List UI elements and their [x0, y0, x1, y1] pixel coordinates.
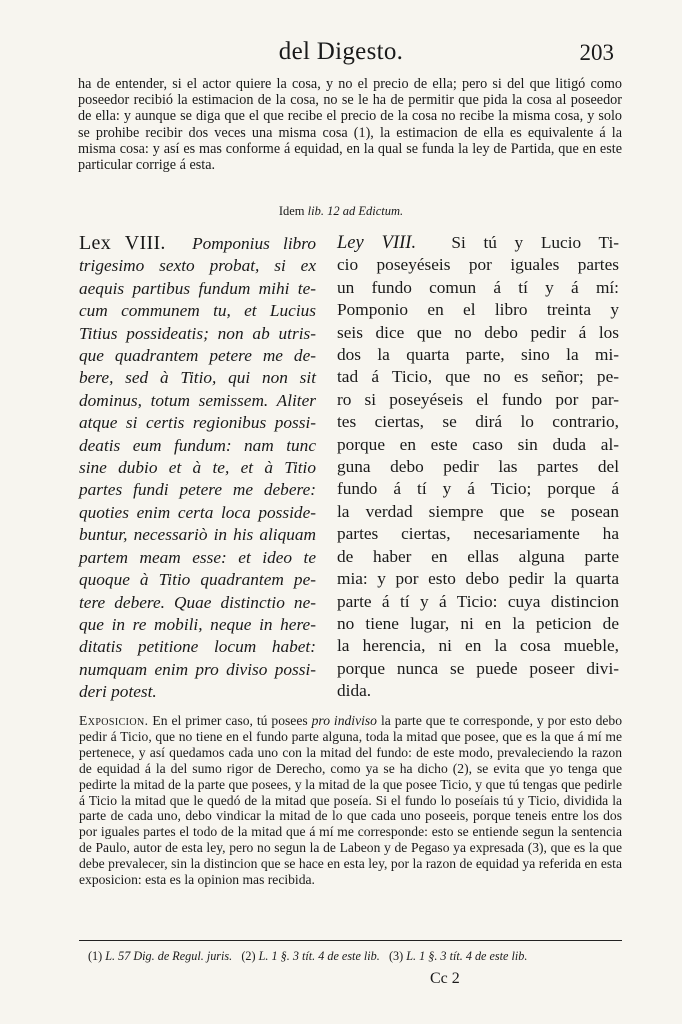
spanish-line: no tiene lugar, ni en la peticion de	[337, 613, 619, 633]
footnotes	[88, 949, 622, 964]
footnote-divider	[79, 940, 622, 941]
spanish-line: de haber en ellas alguna parte	[337, 546, 619, 566]
footnote: (3) L. 1 §. 3 tít. 4 de este lib.	[388, 949, 528, 963]
latin-line: buntur, necessariò in his aliquam	[79, 525, 316, 545]
source-citation-prefix: Idem	[278, 204, 305, 218]
page-number: 203	[579, 40, 614, 65]
latin-line: deatis eum fundum: nam tunc	[79, 435, 316, 455]
spanish-line: tes ciertas, se dirá lo contrario,	[337, 412, 619, 432]
spanish-heading: Ley VIII.	[337, 233, 417, 253]
spanish-line: ro si poseyéseis el fundo por par-	[337, 389, 619, 409]
spanish-line: un fundo comun á tí y á mí:	[337, 277, 619, 297]
spanish-line: Pomponio en el libro treinta y	[337, 300, 619, 320]
spanish-line: seis dice que no debo pedir á los	[337, 322, 619, 342]
spanish-line: dida.	[337, 681, 372, 701]
spanish-line: cio poseyéseis por iguales partes	[337, 255, 619, 275]
latin-line: atque si certis regionibus possi-	[79, 413, 316, 433]
latin-line: aequis partibus fundum mihi te-	[79, 278, 316, 298]
spanish-line: mia: y por esto debo pedir la quarta	[337, 569, 619, 589]
exposicion-text-start: En el primer caso, tú posees	[152, 713, 308, 728]
latin-line: Lex VIII. Pomponius libro	[79, 232, 316, 254]
exposicion-paragraph	[79, 713, 622, 888]
exposicion-text-rest: la parte que te corresponde, y por esto debo pedir á Ticio, que no tiene en el fundo parte alguna, toda la mitad que posee, que es la que á mí me pertenece, y así quedamos cada uno con la mitad del fundo: de este modo, prevaleciendo la razon de equidad á la del sumo rigor de Derecho, como ya se ha dicho (2), se evita que yo tenga que pedirte la mitad de la parte que posees, y la mitad de la que posee Ticio, y que tú tengas que pedirle á Ticio la mitad que le quedó de la mitad que poseía. Si el fundo lo poseíais tú y Ticio, dividida la parte de cada uno, debo vindicar la mitad de lo que cada uno poseeis, porque teneis entre los dos por iguales partes el todo de la mitad que á mí me corresponde: esto se entiende segun la sentencia de Paulo, autor de esta ley, pero no segun la de Labeon y de Pegaso ya expresada (3), que es la que debe prevalecer, sin la distincion que se hace en esta ley, por la razon de equidad ya referida en esta exposicion: esta es la opinion mas recibida.	[79, 713, 622, 888]
latin-line: tere debere. Quae distinctio ne-	[79, 592, 316, 612]
spanish-line: partes ciertas, necesariamente ha	[337, 524, 619, 544]
latin-line: que in re mobili, neque in here-	[79, 614, 316, 634]
latin-line: deri potest.	[79, 682, 157, 702]
spanish-line: tad á Ticio, que no es señor; pe-	[337, 367, 619, 387]
spanish-line: Ley VIII. Si tú y Lucio Ti-	[337, 233, 619, 253]
spanish-line: la herencia, ni en la cosa mueble,	[337, 636, 619, 656]
latin-line: sine dubio et à te, et à Titio	[79, 458, 316, 478]
spanish-line: la verdad siempre que se posean	[337, 501, 619, 521]
source-citation	[0, 204, 682, 219]
footnote: (1) L. 57 Dig. de Regul. juris.	[88, 949, 233, 963]
exposicion-italic-phrase: pro indiviso	[311, 713, 377, 728]
spanish-line: guna debo pedir las partes del	[337, 457, 619, 477]
signature-mark: Cc 2	[430, 970, 460, 987]
latin-heading: Lex VIII.	[79, 232, 166, 254]
spanish-line: porque en este caso sin duda al-	[337, 434, 619, 454]
spanish-line: porque nunca se puede poseer divi-	[337, 658, 619, 678]
running-title: del Digesto.	[278, 38, 404, 65]
latin-line: bere, sed à Titio, qui non sit	[79, 368, 316, 388]
running-head	[0, 38, 682, 70]
exposicion-label: Exposicion.	[79, 713, 149, 728]
latin-column	[79, 232, 316, 704]
latin-line: que quadrantem petere me de-	[79, 346, 316, 366]
spanish-line: dos la quarta parte, sino la mi-	[337, 345, 619, 365]
latin-line: quoties enim certa loca posside-	[79, 502, 316, 522]
latin-line: cum communem tu, et Lucius	[79, 301, 316, 321]
spanish-column	[337, 232, 619, 703]
latin-line: ditatis petitione locum habet:	[79, 637, 316, 657]
intro-paragraph: ha de entender, si el actor quiere la cosa, y no el precio de ella; pero si del que litigó como poseedor recibió la estimacion de la cosa, no se le ha de permitir que pida la cosa al poseedor de ella: y aunque se diga que el que recibe el precio de la cosa no recibe la misma cosa, y solo se prohibe recibir dos veces una misma cosa (1), la estimacion de ella es equivalente á la misma cosa: y así es mas conforme á equidad, en la qual se funda la ley de Partida, que en este particular corrige á esta.	[78, 76, 622, 174]
spanish-line: parte á tí y á Ticio: cuya distincion	[337, 591, 619, 611]
source-citation-reference: lib. 12 ad Edictum.	[307, 204, 404, 218]
latin-line: trigesimo sexto probat, si ex	[79, 256, 316, 276]
latin-line: quoque à Titio quadrantem pe-	[79, 570, 316, 590]
latin-line: partem meam esse: et ideo te	[79, 547, 316, 567]
footnote: (2) L. 1 §. 3 tít. 4 de este lib.	[241, 949, 380, 963]
latin-line: numquam enim pro diviso possi-	[79, 659, 316, 679]
spanish-line: fundo á tí y á Ticio; porque á	[337, 479, 619, 499]
latin-line: Titius possideatis; non ab utris-	[79, 323, 316, 343]
latin-line: partes fundi petere me debere:	[79, 480, 316, 500]
latin-line: dominus, totum semissem. Aliter	[79, 390, 316, 410]
